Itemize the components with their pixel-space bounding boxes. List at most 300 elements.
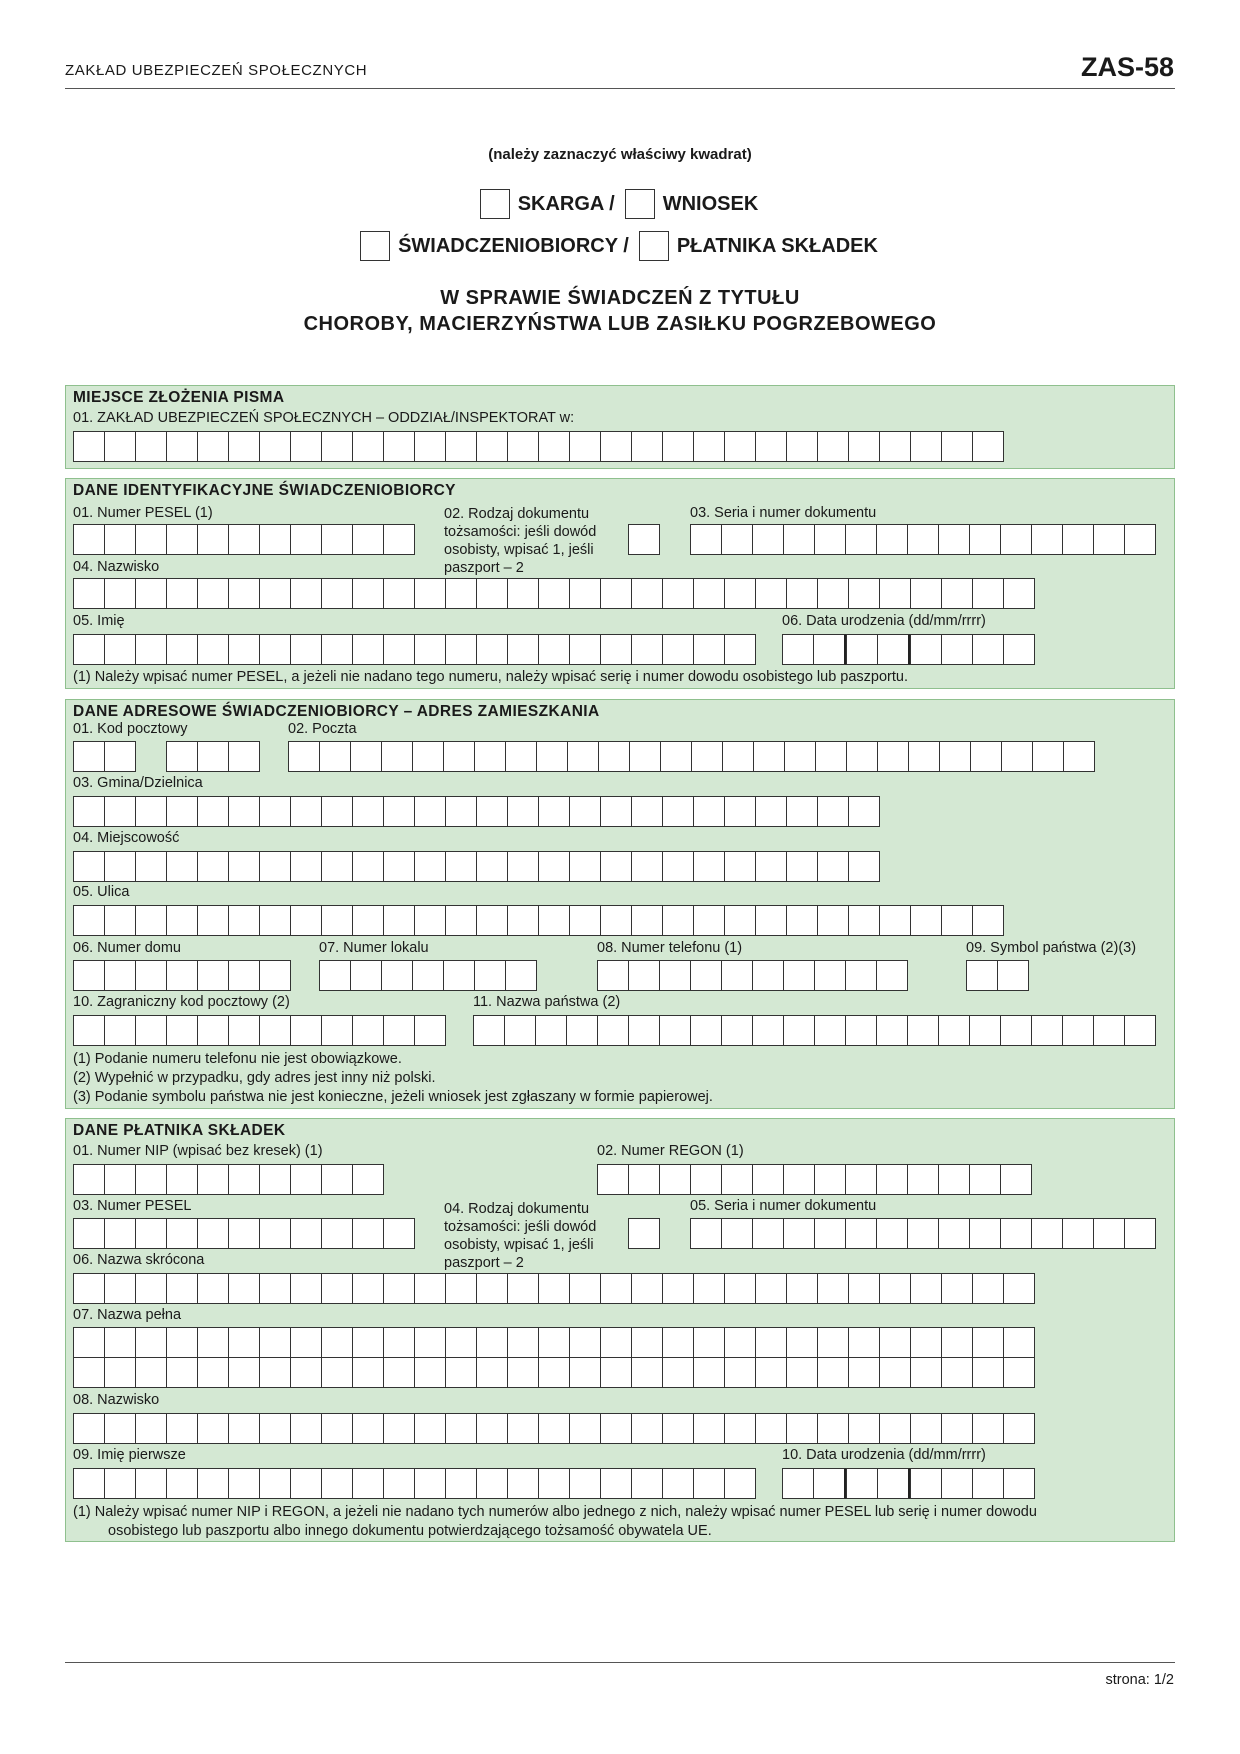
char-box[interactable] [228, 851, 260, 882]
char-box[interactable] [600, 1273, 632, 1304]
char-box[interactable] [197, 1164, 229, 1195]
char-box[interactable] [166, 1015, 198, 1046]
char-box[interactable] [848, 431, 880, 462]
char-box[interactable] [941, 1327, 973, 1358]
surname-input[interactable] [73, 578, 1034, 609]
char-box[interactable] [1093, 1015, 1125, 1046]
char-box[interactable] [383, 1413, 415, 1444]
document-number-input[interactable] [690, 524, 1155, 555]
char-box[interactable] [907, 1015, 939, 1046]
char-box[interactable] [1003, 1273, 1035, 1304]
char-box[interactable] [228, 1413, 260, 1444]
char-box[interactable] [507, 578, 539, 609]
char-box[interactable] [135, 796, 167, 827]
char-box[interactable] [197, 1468, 229, 1499]
char-box[interactable] [507, 851, 539, 882]
char-box[interactable] [259, 1357, 291, 1388]
char-box[interactable] [135, 1468, 167, 1499]
char-box[interactable] [910, 1273, 942, 1304]
char-box[interactable] [476, 851, 508, 882]
char-box[interactable] [166, 851, 198, 882]
char-box[interactable] [166, 524, 198, 555]
char-box[interactable] [659, 960, 691, 991]
char-box[interactable] [352, 1218, 384, 1249]
char-box[interactable] [941, 578, 973, 609]
char-box[interactable] [631, 1413, 663, 1444]
char-box[interactable] [755, 796, 787, 827]
char-box[interactable] [693, 851, 725, 882]
char-box[interactable] [352, 905, 384, 936]
char-box[interactable] [814, 1015, 846, 1046]
char-box[interactable] [73, 1164, 105, 1195]
char-box[interactable] [321, 431, 353, 462]
char-box[interactable] [938, 1015, 970, 1046]
char-box[interactable] [631, 1357, 663, 1388]
char-box[interactable] [73, 1357, 105, 1388]
char-box[interactable] [1093, 524, 1125, 555]
char-box[interactable] [228, 524, 260, 555]
char-box[interactable] [445, 1468, 477, 1499]
char-box[interactable] [786, 851, 818, 882]
char-box[interactable] [321, 1468, 353, 1499]
char-box[interactable] [135, 1413, 167, 1444]
foreign-postal-code-input[interactable] [73, 1015, 445, 1046]
char-box[interactable] [383, 431, 415, 462]
char-box[interactable] [259, 578, 291, 609]
char-box[interactable] [600, 634, 632, 665]
char-box[interactable] [910, 1357, 942, 1388]
char-box[interactable] [1003, 1357, 1035, 1388]
char-box[interactable] [1032, 741, 1064, 772]
char-box[interactable] [972, 1357, 1004, 1388]
char-box[interactable] [628, 1218, 660, 1249]
char-box[interactable] [505, 960, 537, 991]
char-box[interactable] [569, 431, 601, 462]
char-box[interactable] [104, 905, 136, 936]
char-box[interactable] [600, 796, 632, 827]
char-box[interactable] [414, 1413, 446, 1444]
char-box[interactable] [721, 960, 753, 991]
char-box[interactable] [1001, 741, 1033, 772]
char-box[interactable] [104, 796, 136, 827]
char-box[interactable] [290, 1273, 322, 1304]
char-box[interactable] [972, 905, 1004, 936]
postal-code-part2-input[interactable] [166, 741, 259, 772]
char-box[interactable] [476, 431, 508, 462]
char-box[interactable] [321, 796, 353, 827]
char-box[interactable] [1003, 1413, 1035, 1444]
wniosek-checkbox[interactable] [625, 189, 655, 219]
char-box[interactable] [600, 851, 632, 882]
char-box[interactable] [786, 431, 818, 462]
char-box[interactable] [104, 741, 136, 772]
char-box[interactable] [941, 634, 973, 665]
char-box[interactable] [1000, 1218, 1032, 1249]
char-box[interactable] [104, 578, 136, 609]
char-box[interactable] [538, 431, 570, 462]
char-box[interactable] [845, 1218, 877, 1249]
char-box[interactable] [73, 1413, 105, 1444]
char-box[interactable] [1003, 1468, 1035, 1499]
char-box[interactable] [166, 796, 198, 827]
char-box[interactable] [445, 796, 477, 827]
char-box[interactable] [412, 960, 444, 991]
char-box[interactable] [817, 1273, 849, 1304]
char-box[interactable] [197, 1327, 229, 1358]
char-box[interactable] [73, 1218, 105, 1249]
char-box[interactable] [724, 1327, 756, 1358]
char-box[interactable] [197, 851, 229, 882]
char-box[interactable] [104, 524, 136, 555]
char-box[interactable] [197, 1413, 229, 1444]
char-box[interactable] [941, 1273, 973, 1304]
char-box[interactable] [907, 524, 939, 555]
char-box[interactable] [352, 1413, 384, 1444]
char-box[interactable] [817, 578, 849, 609]
char-box[interactable] [597, 1015, 629, 1046]
char-box[interactable] [569, 1273, 601, 1304]
char-box[interactable] [941, 1413, 973, 1444]
char-box[interactable] [752, 524, 784, 555]
char-box[interactable] [1000, 1164, 1032, 1195]
char-box[interactable] [629, 741, 661, 772]
char-box[interactable] [879, 578, 911, 609]
char-box[interactable] [600, 431, 632, 462]
char-box[interactable] [290, 1327, 322, 1358]
char-box[interactable] [383, 1327, 415, 1358]
char-box[interactable] [228, 1327, 260, 1358]
char-box[interactable] [321, 1357, 353, 1388]
char-box[interactable] [321, 524, 353, 555]
char-box[interactable] [166, 960, 198, 991]
char-box[interactable] [73, 634, 105, 665]
char-box[interactable] [197, 741, 229, 772]
char-box[interactable] [631, 634, 663, 665]
char-box[interactable] [659, 1015, 691, 1046]
char-box[interactable] [445, 431, 477, 462]
char-box[interactable] [228, 1468, 260, 1499]
char-box[interactable] [228, 1164, 260, 1195]
char-box[interactable] [536, 741, 568, 772]
char-box[interactable] [724, 796, 756, 827]
char-box[interactable] [414, 796, 446, 827]
char-box[interactable] [73, 524, 105, 555]
char-box[interactable] [721, 1218, 753, 1249]
char-box[interactable] [877, 1468, 911, 1499]
char-box[interactable] [786, 905, 818, 936]
char-box[interactable] [73, 431, 105, 462]
char-box[interactable] [782, 1468, 814, 1499]
char-box[interactable] [476, 905, 508, 936]
char-box[interactable] [414, 905, 446, 936]
char-box[interactable] [1062, 1218, 1094, 1249]
char-box[interactable] [228, 431, 260, 462]
char-box[interactable] [259, 1218, 291, 1249]
char-box[interactable] [135, 1164, 167, 1195]
char-box[interactable] [662, 851, 694, 882]
char-box[interactable] [259, 905, 291, 936]
char-box[interactable] [73, 1327, 105, 1358]
char-box[interactable] [845, 1164, 877, 1195]
phone-number-input[interactable] [597, 960, 907, 991]
char-box[interactable] [166, 431, 198, 462]
char-box[interactable] [507, 1468, 539, 1499]
char-box[interactable] [352, 524, 384, 555]
char-box[interactable] [631, 578, 663, 609]
char-box[interactable] [783, 1015, 815, 1046]
char-box[interactable] [693, 1413, 725, 1444]
char-box[interactable] [414, 578, 446, 609]
char-box[interactable] [259, 634, 291, 665]
char-box[interactable] [724, 431, 756, 462]
char-box[interactable] [505, 741, 537, 772]
char-box[interactable] [476, 1357, 508, 1388]
char-box[interactable] [814, 1218, 846, 1249]
char-box[interactable] [259, 1015, 291, 1046]
char-box[interactable] [538, 1327, 570, 1358]
char-box[interactable] [817, 431, 849, 462]
char-box[interactable] [662, 796, 694, 827]
char-box[interactable] [660, 741, 692, 772]
document-type-input[interactable] [628, 524, 659, 555]
char-box[interactable] [73, 741, 105, 772]
char-box[interactable] [259, 796, 291, 827]
char-box[interactable] [414, 851, 446, 882]
char-box[interactable] [321, 1218, 353, 1249]
char-box[interactable] [321, 578, 353, 609]
char-box[interactable] [197, 634, 229, 665]
char-box[interactable] [228, 578, 260, 609]
char-box[interactable] [383, 524, 415, 555]
char-box[interactable] [352, 1015, 384, 1046]
char-box[interactable] [352, 431, 384, 462]
char-box[interactable] [507, 796, 539, 827]
char-box[interactable] [848, 796, 880, 827]
char-box[interactable] [259, 851, 291, 882]
char-box[interactable] [693, 578, 725, 609]
char-box[interactable] [631, 431, 663, 462]
char-box[interactable] [817, 1357, 849, 1388]
char-box[interactable] [104, 1327, 136, 1358]
char-box[interactable] [752, 1015, 784, 1046]
char-box[interactable] [504, 1015, 536, 1046]
char-box[interactable] [1000, 1015, 1032, 1046]
char-box[interactable] [817, 905, 849, 936]
char-box[interactable] [507, 1357, 539, 1388]
nip-input[interactable] [73, 1164, 383, 1195]
char-box[interactable] [693, 1273, 725, 1304]
char-box[interactable] [135, 960, 167, 991]
char-box[interactable] [598, 741, 630, 772]
char-box[interactable] [693, 634, 725, 665]
swiadczeniobiorcy-checkbox[interactable] [360, 231, 390, 261]
char-box[interactable] [73, 960, 105, 991]
regon-input[interactable] [597, 1164, 1031, 1195]
char-box[interactable] [135, 1327, 167, 1358]
char-box[interactable] [73, 1015, 105, 1046]
char-box[interactable] [445, 1273, 477, 1304]
char-box[interactable] [662, 1357, 694, 1388]
char-box[interactable] [848, 1357, 880, 1388]
char-box[interactable] [1124, 524, 1156, 555]
char-box[interactable] [507, 905, 539, 936]
char-box[interactable] [352, 1327, 384, 1358]
char-box[interactable] [910, 905, 942, 936]
char-box[interactable] [228, 634, 260, 665]
char-box[interactable] [597, 960, 629, 991]
char-box[interactable] [966, 960, 998, 991]
char-box[interactable] [321, 851, 353, 882]
char-box[interactable] [972, 578, 1004, 609]
char-box[interactable] [197, 1357, 229, 1388]
char-box[interactable] [721, 1164, 753, 1195]
payer-document-type-input[interactable] [628, 1218, 659, 1249]
char-box[interactable] [104, 431, 136, 462]
char-box[interactable] [135, 1273, 167, 1304]
char-box[interactable] [910, 1413, 942, 1444]
char-box[interactable] [724, 1413, 756, 1444]
char-box[interactable] [507, 1413, 539, 1444]
char-box[interactable] [752, 1218, 784, 1249]
char-box[interactable] [631, 905, 663, 936]
char-box[interactable] [817, 1413, 849, 1444]
char-box[interactable] [228, 1357, 260, 1388]
char-box[interactable] [815, 741, 847, 772]
char-box[interactable] [908, 741, 940, 772]
char-box[interactable] [848, 851, 880, 882]
char-box[interactable] [972, 1327, 1004, 1358]
char-box[interactable] [877, 634, 911, 665]
char-box[interactable] [135, 634, 167, 665]
char-box[interactable] [166, 1413, 198, 1444]
char-box[interactable] [690, 960, 722, 991]
char-box[interactable] [412, 741, 444, 772]
char-box[interactable] [693, 431, 725, 462]
char-box[interactable] [414, 1327, 446, 1358]
char-box[interactable] [784, 741, 816, 772]
char-box[interactable] [1003, 578, 1035, 609]
char-box[interactable] [786, 796, 818, 827]
char-box[interactable] [569, 1413, 601, 1444]
char-box[interactable] [321, 1413, 353, 1444]
char-box[interactable] [879, 1273, 911, 1304]
char-box[interactable] [352, 1273, 384, 1304]
char-box[interactable] [693, 796, 725, 827]
char-box[interactable] [104, 1273, 136, 1304]
char-box[interactable] [813, 1468, 847, 1499]
char-box[interactable] [474, 741, 506, 772]
char-box[interactable] [786, 578, 818, 609]
char-box[interactable] [538, 634, 570, 665]
char-box[interactable] [1000, 524, 1032, 555]
char-box[interactable] [755, 578, 787, 609]
char-box[interactable] [1063, 741, 1095, 772]
char-box[interactable] [135, 431, 167, 462]
char-box[interactable] [197, 431, 229, 462]
char-box[interactable] [848, 578, 880, 609]
char-box[interactable] [569, 1327, 601, 1358]
char-box[interactable] [104, 634, 136, 665]
char-box[interactable] [845, 1015, 877, 1046]
char-box[interactable] [569, 851, 601, 882]
platnika-checkbox[interactable] [639, 231, 669, 261]
char-box[interactable] [969, 524, 1001, 555]
char-box[interactable] [414, 1015, 446, 1046]
char-box[interactable] [73, 1468, 105, 1499]
char-box[interactable] [910, 578, 942, 609]
char-box[interactable] [166, 1357, 198, 1388]
full-name-input-line1[interactable] [73, 1327, 1034, 1358]
char-box[interactable] [476, 1327, 508, 1358]
char-box[interactable] [876, 1164, 908, 1195]
payer-pesel-input[interactable] [73, 1218, 414, 1249]
char-box[interactable] [631, 1468, 663, 1499]
locality-input[interactable] [73, 851, 879, 882]
char-box[interactable] [569, 634, 601, 665]
char-box[interactable] [567, 741, 599, 772]
char-box[interactable] [507, 1273, 539, 1304]
char-box[interactable] [662, 431, 694, 462]
char-box[interactable] [690, 524, 722, 555]
char-box[interactable] [443, 741, 475, 772]
char-box[interactable] [197, 960, 229, 991]
char-box[interactable] [569, 1468, 601, 1499]
char-box[interactable] [783, 524, 815, 555]
char-box[interactable] [197, 524, 229, 555]
char-box[interactable] [879, 905, 911, 936]
char-box[interactable] [166, 1468, 198, 1499]
char-box[interactable] [135, 905, 167, 936]
char-box[interactable] [383, 1273, 415, 1304]
char-box[interactable] [476, 578, 508, 609]
char-box[interactable] [197, 1015, 229, 1046]
char-box[interactable] [972, 1468, 1004, 1499]
char-box[interactable] [662, 905, 694, 936]
char-box[interactable] [600, 1468, 632, 1499]
char-box[interactable] [724, 1468, 756, 1499]
char-box[interactable] [321, 1273, 353, 1304]
char-box[interactable] [476, 634, 508, 665]
payer-document-number-input[interactable] [690, 1218, 1155, 1249]
char-box[interactable] [383, 905, 415, 936]
char-box[interactable] [259, 1468, 291, 1499]
char-box[interactable] [569, 905, 601, 936]
char-box[interactable] [197, 905, 229, 936]
first-name-input[interactable] [73, 634, 755, 665]
char-box[interactable] [507, 634, 539, 665]
char-box[interactable] [848, 905, 880, 936]
payer-birth-date-input[interactable] [782, 1468, 1034, 1499]
char-box[interactable] [352, 796, 384, 827]
char-box[interactable] [166, 1327, 198, 1358]
char-box[interactable] [755, 851, 787, 882]
char-box[interactable] [228, 905, 260, 936]
char-box[interactable] [693, 1468, 725, 1499]
char-box[interactable] [817, 796, 849, 827]
char-box[interactable] [910, 431, 942, 462]
char-box[interactable] [228, 1015, 260, 1046]
skarga-checkbox[interactable] [480, 189, 510, 219]
char-box[interactable] [383, 578, 415, 609]
apartment-number-input[interactable] [319, 960, 536, 991]
char-box[interactable] [538, 1413, 570, 1444]
char-box[interactable] [290, 524, 322, 555]
char-box[interactable] [290, 1413, 322, 1444]
char-box[interactable] [600, 578, 632, 609]
char-box[interactable] [290, 1357, 322, 1388]
char-box[interactable] [197, 1218, 229, 1249]
char-box[interactable] [876, 1015, 908, 1046]
